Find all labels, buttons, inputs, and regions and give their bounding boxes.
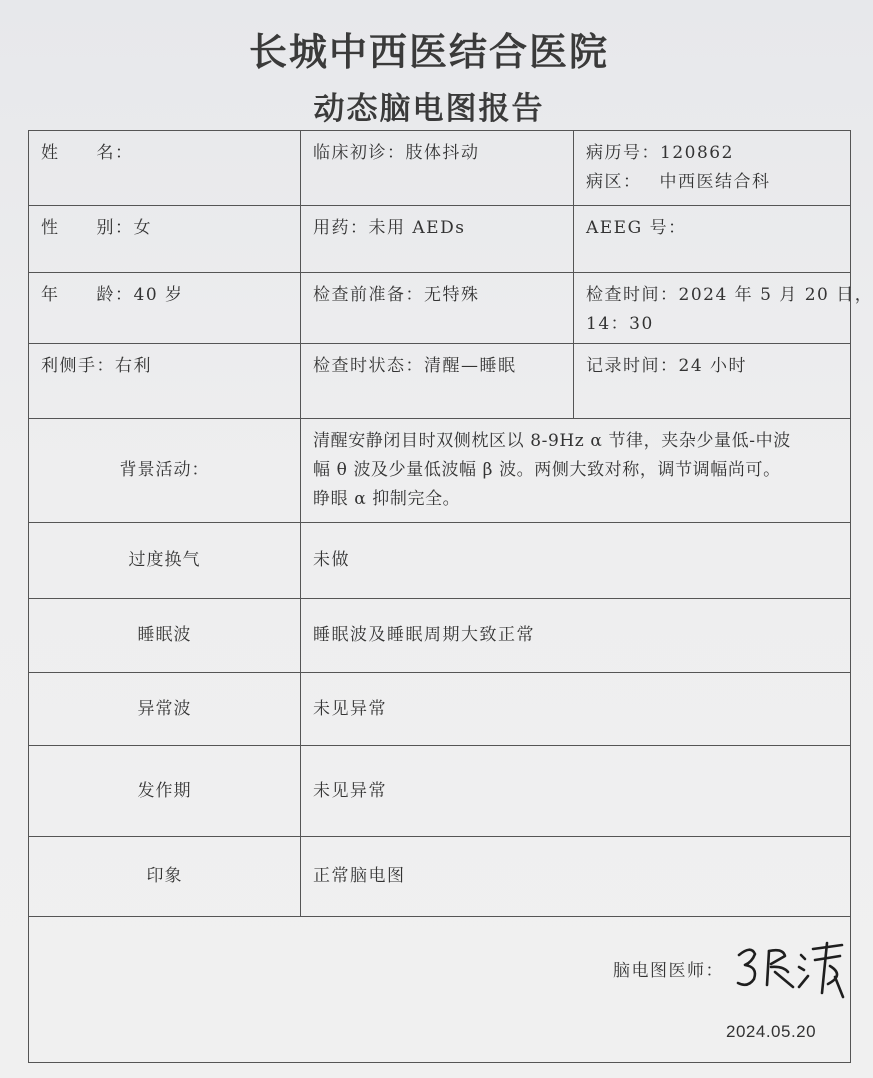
abnormal-waves-value: 未见异常: [313, 698, 387, 719]
report-title: 动态脑电图报告: [313, 91, 545, 127]
preparation-label: 检查前准备：: [313, 285, 424, 305]
sleep-waves-value: 睡眠波及睡眠周期大致正常: [313, 625, 535, 645]
ward-label: 病区：: [586, 172, 642, 192]
clinical-diagnosis-value: 肢体抖动: [405, 143, 480, 163]
aeeg-number-label: AEEG 号：: [586, 218, 687, 238]
background-activity-content-cell: [301, 419, 851, 523]
hyperventilation-label: 过度换气: [128, 550, 201, 570]
background-activity-line: 清醒安静闭目时双侧枕区以 8-9Hz α 节律，夹杂少量低-中波: [313, 431, 791, 451]
ictal-period-label: 发作期: [137, 780, 192, 801]
hospital-name: 长城中西医结合医院: [248, 30, 609, 74]
sleep-waves-label-cell: [29, 599, 301, 673]
recording-duration-cell: [574, 344, 851, 419]
clinical-diagnosis-cell: [301, 131, 574, 206]
medication-value: 未用 AEDs: [368, 218, 466, 238]
gender-value: 女: [133, 218, 152, 238]
exam-time-date: 2024 年 5 月 20 日，: [678, 285, 873, 305]
medication-cell: [301, 206, 574, 273]
impression-value: 正常脑电图: [313, 866, 406, 886]
impression-content-cell: [301, 837, 851, 917]
ictal-period-label-cell: [29, 746, 301, 837]
background-activity-label: 背景活动：: [119, 460, 210, 480]
ictal-period-value: 未见异常: [313, 780, 387, 801]
ictal-period-content-cell: [301, 746, 851, 837]
exam-state-label: 检查时状态：: [313, 356, 424, 376]
exam-state-cell: [301, 344, 574, 419]
background-activity-line: 幅 θ 波及少量低波幅 β 波。两侧大致对称，调节调幅尚可。: [313, 460, 781, 480]
patient-name-label: 姓 名：: [41, 143, 134, 163]
gender-label: 性 别：: [41, 218, 134, 238]
gender-cell: [29, 206, 301, 273]
hyperventilation-label-cell: [29, 523, 301, 599]
abnormal-waves-label-cell: [29, 673, 301, 746]
age-label: 年 龄：: [41, 285, 134, 305]
age-cell: [29, 273, 301, 344]
signature-date: 2024.05.20: [726, 1022, 817, 1041]
handedness-label: 利侧手：: [41, 356, 115, 376]
record-number-label: 病历号：: [586, 143, 660, 163]
preparation-value: 无特殊: [424, 285, 480, 305]
exam-state-value: 清醒—睡眠: [424, 356, 517, 376]
sleep-waves-label: 睡眠波: [137, 625, 192, 645]
record-number-value: 120862: [660, 143, 734, 163]
hyperventilation-content-cell: [301, 523, 851, 599]
sleep-waves-content-cell: [301, 599, 851, 673]
age-value: 40 岁: [133, 285, 184, 305]
background-activity-line: 睁眼 α 抑制完全。: [313, 489, 461, 509]
exam-time-label: 检查时间：: [586, 285, 679, 305]
exam-time-cell: [574, 273, 873, 344]
hyperventilation-value: 未做: [313, 550, 350, 570]
signature-block: [29, 917, 851, 1063]
ward-value: 中西医结合科: [659, 172, 771, 192]
clinical-diagnosis-label: 临床初诊：: [313, 143, 406, 163]
handedness-cell: [29, 344, 301, 419]
background-activity-label-cell: [29, 419, 301, 523]
record-ward-cell: [574, 131, 851, 206]
exam-time-clock: 14：30: [586, 314, 654, 334]
recording-duration-label: 记录时间：: [586, 356, 679, 376]
impression-label: 印象: [146, 866, 183, 886]
handedness-value: 右利: [115, 356, 152, 376]
physician-label: 脑电图医师：: [613, 961, 724, 981]
background-activity-text: [313, 427, 791, 514]
impression-label-cell: [29, 837, 301, 917]
abnormal-waves-label: 异常波: [137, 698, 192, 719]
preparation-cell: [301, 273, 574, 344]
aeeg-number-cell: [574, 206, 851, 273]
physician-signature: [733, 935, 845, 1005]
recording-duration-value: 24 小时: [678, 356, 748, 376]
patient-name-cell: [29, 131, 301, 206]
medication-label: 用药：: [313, 218, 369, 238]
abnormal-waves-content-cell: [301, 673, 851, 746]
report-table: [28, 130, 873, 1063]
